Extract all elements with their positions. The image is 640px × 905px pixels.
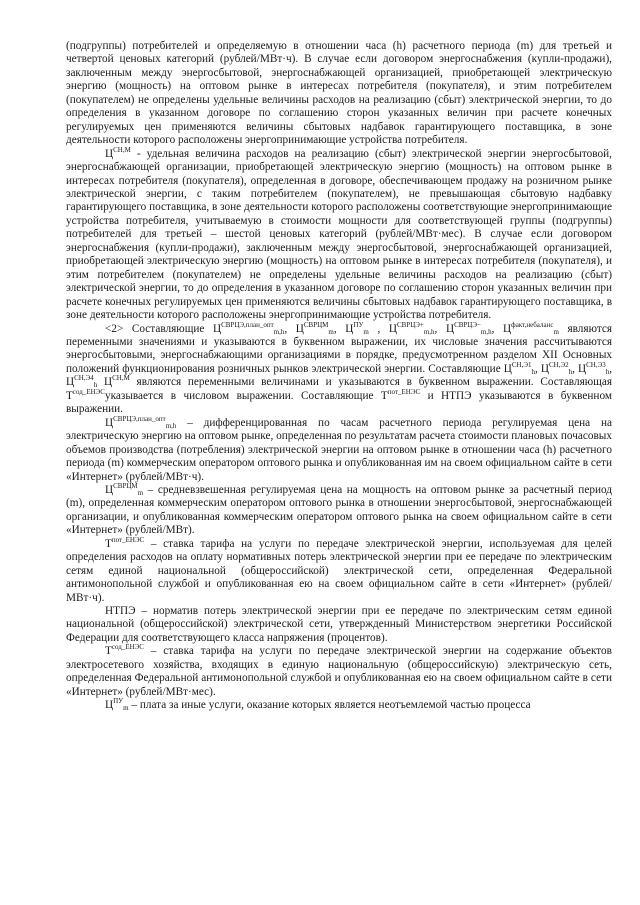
symbol-superscript: СН,Э2 [548, 360, 569, 369]
formula-symbol [388, 320, 435, 336]
formula-symbol [577, 360, 610, 376]
paragraph-text: – дифференцированная по часам расчетного периода регулируемая цена на электрическую энергию на оптовом рынке, определенная по результатам расчета стоимости плановых почасовых объемов производства (потребления) электрической энергии на оптовом рынке в отношении часа (h) расчетного периода (m) коммерческим оператором оптового рынка и опубликованная им на своем официальном сайте в сети «Интернет» (рублей/МВт·ч). [66, 416, 612, 483]
symbol-base: Ц [577, 362, 587, 375]
paragraph [66, 605, 612, 645]
symbol-superscript: СН,М [113, 145, 131, 154]
paragraph-text: , [491, 322, 504, 335]
formula-symbol [105, 535, 145, 550]
symbol-base: Ц [503, 362, 512, 375]
formula-symbol [66, 376, 97, 388]
symbol-base: Ц [388, 322, 397, 335]
symbol-superscript: факт,небаланс [511, 320, 554, 329]
paragraph-text: , [284, 322, 296, 335]
paragraph [66, 145, 612, 323]
symbol-subscript: m [137, 488, 144, 497]
paragraph [66, 699, 612, 712]
symbol-base: Ц [212, 322, 222, 335]
symbol-base: Ц [103, 376, 113, 389]
paragraph-text: – средневзвешенная регулируемая цена на мощность на оптовом рынке за расчетный период (m), определенная коммерческим оператором оптового рынка в отношении энергосбытовой, энергоснабжающей организации, и опубликованная коммерческим оператором оптового рынка на своем официальном сайте в сети «Интернет» (рублей/МВт). [66, 483, 612, 537]
formula-symbol [540, 360, 573, 376]
paragraph [66, 645, 612, 699]
symbol-base: Т [105, 645, 112, 658]
symbol-base: Ц [345, 322, 354, 335]
paragraph [66, 481, 612, 538]
symbol-superscript: СН,М [112, 374, 130, 383]
paragraph-text: <2> Составляющие [105, 322, 213, 335]
symbol-base: Ц [503, 322, 512, 335]
symbol-superscript: сод_ЕНЭС [111, 643, 144, 652]
paragraph-text: (подгруппы) потребителей и определяемую в отношении часа (h) расчетного периода (m) для третьей и четвертой ценовых категорий (рублей/МВт·ч). В случае если договором энергоснабжения (купли-продажи), заключенным между энергосбытовой, энергоснабжающей организацией, приобретающей электрическую энергию (мощность) на оптовом рынке в интересах потребителя (покупателя), и этим потребителем (покупателем) не определены удельные величины расходов на реализацию (сбыт) электрической энергии, то до определения в указанном договоре по соглашению сторон указанных величин при расчете конечных регулируемых цен применяются величины сбытовых надбавок гарантирующего поставщика, в зоне деятельности которого расположены энергопринимающие устройства потребителя. [66, 40, 612, 147]
paragraph-text [97, 376, 104, 388]
symbol-subscript: m [328, 327, 334, 336]
symbol-subscript: m,h [273, 327, 285, 336]
paragraph-text: и НТПЭ указываются в буквенном выражении. [66, 389, 612, 416]
paragraph-text: , [434, 322, 446, 335]
symbol-superscript: СВРЦЭ− [454, 320, 481, 329]
symbol-base: Ц [66, 376, 75, 389]
paragraph [66, 535, 612, 605]
symbol-superscript: СН,Э1 [511, 360, 532, 369]
symbol-superscript: СВРЦЭ,план_опт [221, 320, 274, 329]
symbol-subscript: h [605, 367, 610, 376]
paragraph-text: являются переменными значениями и указываются в буквенном выражении, их числовые значения рассчитываются энергосбытовыми, энергоснабжающими организациями в порядке, предусмотренном разделом XII Основных положений функционирования розничных рынков электрической энергии. Составляющие [66, 322, 613, 375]
paragraph-text: – плата за иные услуги, оказание которых является неотъемлемой частью процесса [128, 699, 531, 712]
paragraph-text: , [609, 362, 613, 375]
formula-symbol [380, 387, 421, 402]
symbol-base: Ц [105, 416, 114, 429]
symbol-superscript: пот_ЕНЭС [111, 535, 145, 544]
symbol-superscript: СВРЦЭ,план_опт [113, 414, 166, 423]
formula-symbol [503, 320, 559, 336]
symbol-superscript: СН,Э4 [74, 374, 94, 383]
formula-symbol [295, 320, 334, 336]
symbol-subscript: h [93, 381, 98, 390]
symbol-superscript: СН,Э3 [586, 360, 606, 369]
formula-symbol [105, 414, 177, 430]
paragraph-text: – ставка тарифа на услуги по передаче электрической энергии на содержание объектов электросетевого хозяйства, входящих в единую национальную (общероссийскую) электрическую сеть, определенная Федеральной антимонопольной службой и опубликованная ею на своем официальном сайте в сети «Интернет» (рублей/МВт·мес). [66, 645, 612, 698]
paragraph-text: – ставка тарифа на услуги по передаче электрической энергии, используемая для целей определения расходов на оплату нормативных потерь электрической энергии при ее передаче по электрическим сетям единой национальной (общероссийской) электрической сети, определенная Федеральной антимонопольной службой и опубликованная ею на своем официальном сайте в сети «Интернет» (рублей/МВт·ч). [66, 537, 612, 604]
symbol-subscript: h [568, 367, 573, 376]
symbol-base: Т [380, 389, 388, 402]
paragraph-text: , [333, 322, 346, 335]
paragraph [66, 414, 612, 484]
formula-symbol [104, 376, 130, 388]
paragraph-text: НТПЭ – норматив потерь электрической энергии при ее передаче по электрическим сетям единой национальной (общероссийской) электрической сети, утвержденный Министерством энергетики Российской Федерации для соответствующего класса напряжения (процентов). [66, 605, 612, 644]
symbol-superscript: СВРЦМ [303, 320, 329, 329]
formula-symbol [105, 699, 129, 711]
formula-symbol [445, 320, 492, 336]
formula-symbol [105, 481, 144, 497]
paragraph [66, 40, 612, 148]
paragraph-text: являются переменными величинами и указываются в буквенном выражении. Составляющая [129, 376, 612, 389]
symbol-subscript: m,h [165, 421, 177, 430]
formula-symbol [105, 145, 131, 160]
formula-symbol [66, 387, 105, 402]
symbol-base: Ц [445, 322, 455, 335]
symbol-superscript: пот_ЕНЭС [387, 387, 421, 396]
paragraph-text: , [368, 322, 389, 335]
symbol-superscript: СВРЦМ [113, 481, 138, 490]
symbol-base: Ц [105, 699, 114, 712]
symbol-superscript: ПУ [113, 697, 124, 706]
formula-symbol [212, 320, 285, 336]
symbol-base: Т [66, 389, 73, 402]
symbol-subscript: h [531, 367, 535, 376]
symbol-subscript: m [553, 327, 559, 336]
symbol-base: Ц [105, 147, 114, 160]
paragraph [66, 320, 613, 417]
symbol-base: Ц [295, 322, 304, 335]
paragraph-text: , [572, 362, 578, 375]
paragraph-text: - удельная величина расходов на реализацию (сбыт) электрической энергии энергосбытовой, энергоснабжающей организации, приобретающей электрическую энергию (мощность) на оптовом рынке в интересах потребителя (покупателя), определенная в договоре, обеспечивающем продажу на розничном рынке электрической энергии, с таким потребителем (покупателем), не превышающая сбытовую надбавку гарантирующего поставщика, в зоне деятельности которого расположены соответствующие энергопринимающие устройства потребителя, учитываемую в стоимости мощности для соответствующей группы (подгруппы) потребителей для третьей – шестой ценовых категорий (рублей/МВт·мес). В случае если договором энергоснабжения (купли-продажи), заключенным между энергосбытовой, энергоснабжающей организацией, приобретающей электрическую энергию (мощность) на оптовом рынке в интересах потребителя (покупателя), и этим потребителем (покупателем) не определены удельные величины расходов на реализацию (сбыт) электрической энергии, то до определения в указанном договоре по соглашению сторон указанных величин при расчете конечных регулируемых цен применяются величины сбытовых надбавок гарантирующего поставщика, в зоне деятельности которого расположены энергопринимающие устройства потребителя. [66, 147, 612, 322]
document-page [66, 40, 612, 713]
symbol-subscript: m,h [480, 327, 492, 336]
symbol-base: Т [105, 537, 112, 550]
formula-symbol [105, 645, 144, 657]
symbol-superscript: СВРЦЭ+ [396, 320, 424, 329]
paragraph-text: , [534, 362, 541, 375]
symbol-superscript: ПУ [353, 320, 364, 329]
symbol-superscript: сод_ЕНЭС [72, 387, 105, 396]
symbol-base: Ц [105, 483, 114, 496]
symbol-base: Ц [540, 362, 549, 375]
symbol-subscript: m,h [423, 327, 435, 336]
paragraph-text: указывается в числовом выражении. Составляющие [104, 389, 381, 402]
symbol-subscript: m [363, 327, 369, 336]
formula-symbol [503, 360, 535, 376]
symbol-subscript: m [123, 704, 129, 713]
formula-symbol [345, 320, 369, 336]
